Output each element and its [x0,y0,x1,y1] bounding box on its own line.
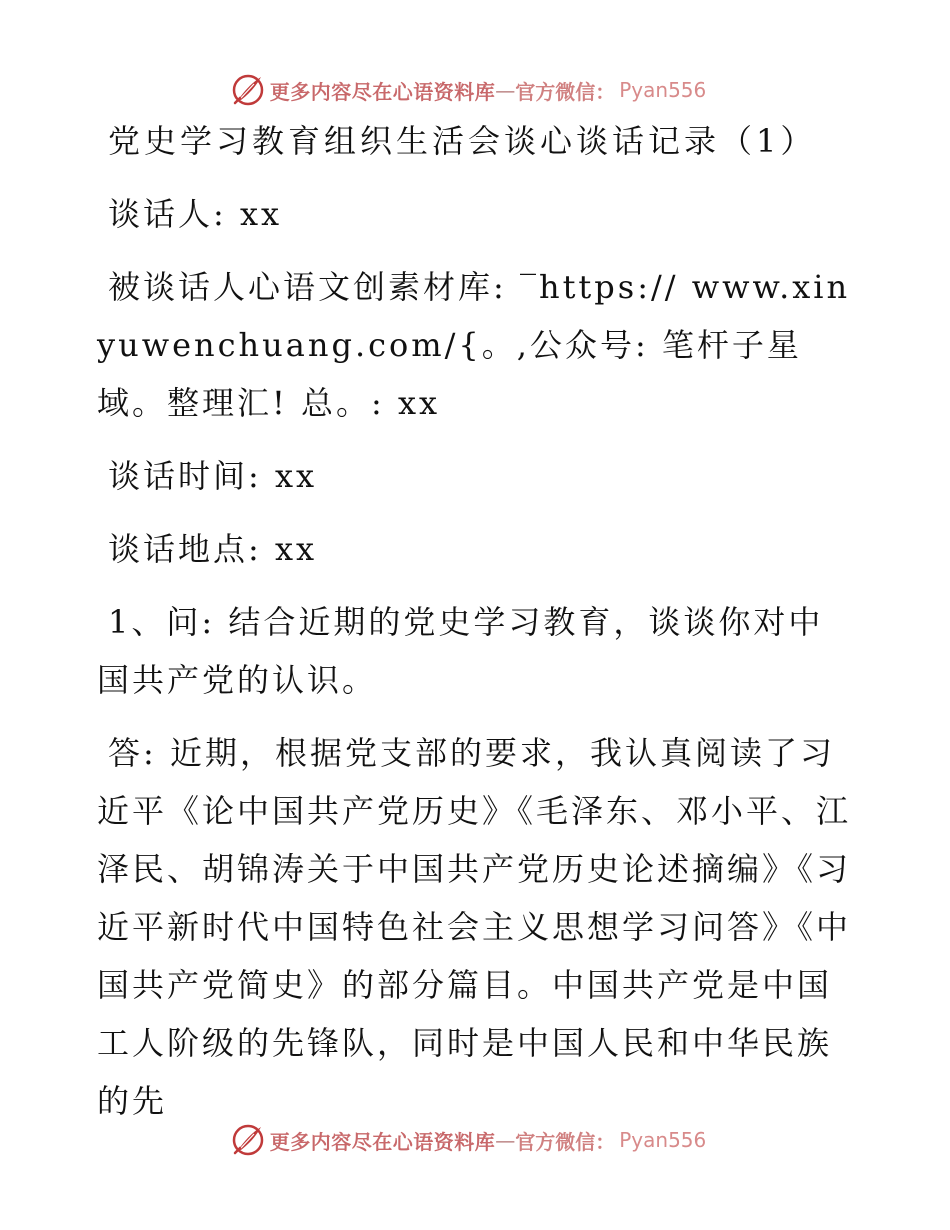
document-body [97,112,857,1145]
document-title: 党史学习教育组织生活会谈心谈话记录（1） [108,122,817,160]
answer-1: 答: 近期，根据党支部的要求，我认真阅读了习近平《论中国共产党历史》《毛泽东、邓小平、江泽民、胡锦涛关于中国共产党历史论述摘编》《习近平新时代中国特色社会主义思想学习问答》《中国共产党简史》的部分篇目。中国共产党是中国工人阶级的先锋队，同时是中国人民和中华民族的先 [97,734,852,1120]
header-banner [0,68,950,112]
banner-wechat-id: Pyan556 [619,1128,707,1152]
quill-pen-logo-icon [230,72,266,108]
footer-banner [0,1118,950,1162]
question-1: 1、问: 结合近期的党史学习教育，谈谈你对中国共产党的认识。 [97,603,824,699]
banner-wechat-label: 官方微信： [515,79,616,104]
banner-wechat-label: 官方微信： [515,1129,616,1154]
listener-line: 被谈话人心语文创素材库: ‾https:// www.xinyuwenchuang.com/{。,公众号: 笔杆子星域。整理汇! 总。: xx [97,268,851,422]
speaker-line: 谈话人: xx [108,195,283,233]
banner-text: 更多内容尽在心语资料库 [269,1129,496,1154]
banner-wechat-id: Pyan556 [619,78,707,102]
banner-dash: — [495,1128,516,1152]
banner-dash: — [495,78,516,102]
place-line: 谈话地点: xx [108,530,318,568]
quill-pen-logo-icon [230,1122,266,1158]
time-line: 谈话时间: xx [108,457,318,495]
banner-text: 更多内容尽在心语资料库 [269,79,496,104]
